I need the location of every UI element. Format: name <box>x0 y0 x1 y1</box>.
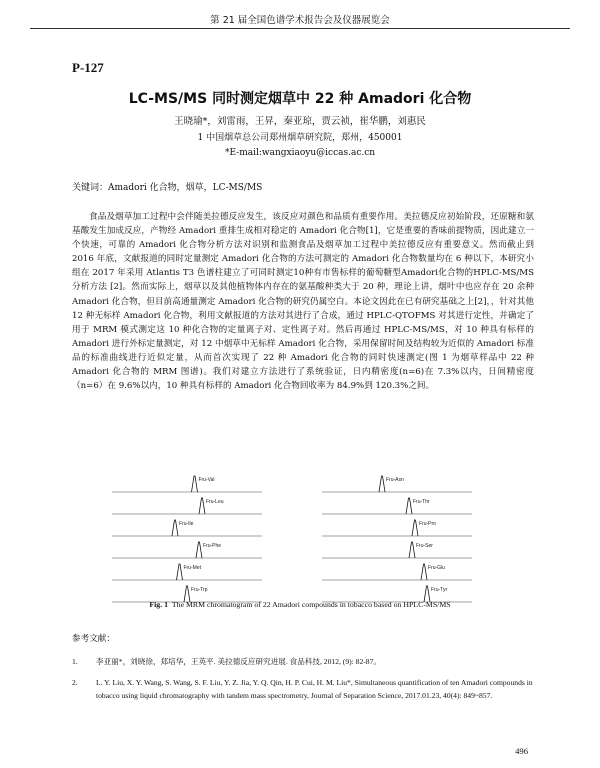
caption-label: Fig. 1 <box>149 600 168 609</box>
contact-email: *E-mail:wangxiaoyu@iccas.ac.cn <box>224 148 376 158</box>
author-list: 王晓瑜*，刘雷雨，王昇，秦亚琼，贾云祯，崔华鹏，刘惠民 <box>174 116 426 127</box>
reference-number: 1. <box>72 657 78 666</box>
caption-text: The MRM chromatogram of 22 Amadori compounds in tobacco based on HPLC-MS/MS <box>171 600 451 609</box>
chromatogram-peak <box>196 542 202 558</box>
reference-item <box>72 676 534 702</box>
peak-label: Fru-Trp <box>191 587 208 593</box>
chromatogram-peak <box>406 498 412 514</box>
chromatogram-peak <box>177 564 183 580</box>
peak-label: Fru-Pro <box>419 521 436 527</box>
chromatogram-peak <box>379 476 385 492</box>
paper-id: P-127 <box>72 60 104 75</box>
figure-caption <box>0 600 600 609</box>
peak-label: Fru-Glu <box>428 565 445 571</box>
chromatogram-peak <box>192 476 198 492</box>
chromatogram-panel-right <box>322 476 472 602</box>
chromatogram-peak <box>172 520 178 536</box>
references-heading: 参考文献： <box>72 634 115 644</box>
figure-1 <box>72 460 534 610</box>
chromatogram-panel-left <box>112 476 262 602</box>
peak-label: Fru-Asn <box>386 477 404 483</box>
reference-text: 李亚丽*，刘晓徐，郑培华，王英平. 美拉德反应研究进展. 食品科技, 2012, (9): 82-87。 <box>96 657 381 666</box>
peak-label: Fru-Phe <box>203 543 222 549</box>
peak-label: Fru-Ile <box>179 521 194 527</box>
peak-label: Fru-Ser <box>416 543 433 549</box>
paper-title: LC-MS/MS 同时测定烟草中 22 种 Amadori 化合物 <box>128 91 472 107</box>
peak-label: Fru-Tyr <box>431 587 448 593</box>
reference-item <box>72 655 534 668</box>
reference-text: L. Y. Liu, X. Y. Wang, S. Wang, S. F. Liu, Y. Z. Jia, Y. Q. Qin, H. P. Cui, H. M. Liu*, Simultaneous quantification of ten Amadori compounds in tobacco using liquid chromatography with tandem mass spectrometry, Journal of Separation Science, 2017.01.23, 40(4): 849~857. <box>96 678 533 700</box>
reference-number: 2. <box>72 678 78 687</box>
keywords: 关键词：Amadori 化合物，烟草，LC-MS/MS <box>72 183 263 193</box>
affiliation: 1 中国烟草总公司郑州烟草研究院，郑州，450001 <box>197 133 403 143</box>
peak-label: Fru-Val <box>198 477 215 483</box>
chromatogram-peak <box>421 564 427 580</box>
peak-label: Fru-Thr <box>413 499 430 505</box>
chromatogram-peak <box>412 520 418 536</box>
paragraph: 食品及烟草加工过程中会伴随美拉德反应发生，该反应对颜色和品质有重要作用。美拉德反应初始阶段，还原糖和氨基酸发生加成反应，产物经 Amadori 重排生成相对稳定的 Amadori 化合物[1]，它是重要的香味前提物质，因此建立一个快速，可靠的 Amadori 化合物分析方法对识别和监测食品及烟草加工过程中美拉德反应有重要意义。然而截止到 2016 年底，文献报道的同时定量测定 Amadori 化合物的方法可测定的 Amadori 化合物数量均在 6 种以下，本研究小组在 2017 年采用 Atlantis T3 色谱柱建立了可同时测定10种有市售标样的葡萄糖型Amadori化合物的HPLC-MS/MS 分析方法 [2]。然而实际上，烟草以及其他植物体内存在的氨基酸种类大于 20 种，理论上讲，烟叶中也应存在 20 余种 Amadori 化合物，但目前高通量测定 Amadori 化合物的研究仍属空白。本论文因此在已有研究基础之上[2]，，针对其他 12 种无标样 Amadori 化合物，利用文献报道的方法对其进行了合成，通过 HPLC-QTOFMS 对其进行定性，并确定了用于 MRM 模式测定这 10 种化合物的定量离子对、定性离子对。然后再通过 HPLC-MS/MS，对 10 种具有标样的 Amadori 进行外标定量测定，对 12 中烟草中无标样 Amadori 化合物，采用保留时间及结构较为近似的 Amadori 标准品的标准曲线进行近似定量，从而首次实现了 22 种 Amadori 化合物的同时快速测定(图 1 为烟草样品中 22 种 Amadori 化合物的 MRM 图谱)。我们对建立方法进行了系统验证，日内精密度(n=6)在 7.3%以内，日间精密度（n=6）在 9.6%以内，10 种具有标样的 Amadori 化合物回收率为 84.9%到 120.3%之间。 <box>72 212 534 392</box>
header-rule <box>30 28 570 29</box>
peak-label: Fru-Met <box>183 565 201 571</box>
chromatogram-peak <box>199 498 205 514</box>
page-number: 496 <box>515 746 528 756</box>
chromatogram-peak <box>409 542 415 558</box>
conference-header: 第 21 届全国色谱学术报告会及仪器展览会 <box>210 15 390 26</box>
body-text <box>72 210 534 393</box>
peak-label: Fru-Leu <box>206 499 224 505</box>
chromatogram-figure <box>72 460 534 610</box>
